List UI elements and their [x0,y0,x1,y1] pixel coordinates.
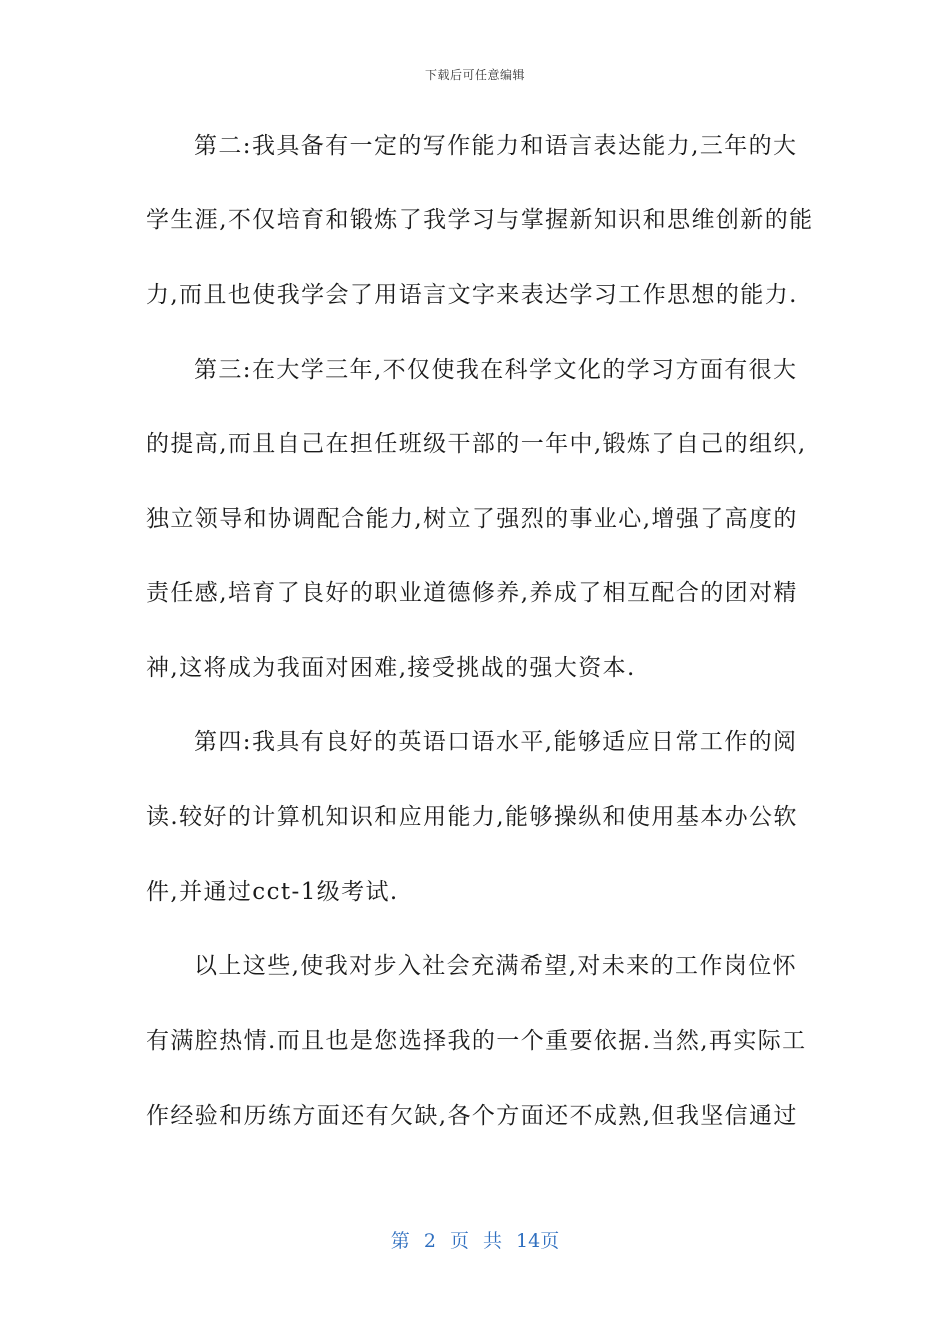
text-line: 神,这将成为我面对困难,接受挑战的强大资本. [146,655,636,681]
text-line: 第二:我具备有一定的写作能力和语言表达能力,三年的大 [194,133,798,159]
text-line: 作经验和历练方面还有欠缺,各个方面还不成熟,但我坚信通过 [146,1103,798,1129]
text-line: 独立领导和协调配合能力,树立了强烈的事业心,增强了高度的 [146,506,798,532]
text-line: 有满腔热情.而且也是您选择我的一个重要依据.当然,再实际工 [146,1028,807,1054]
text-line: 第四:我具有良好的英语口语水平,能够适应日常工作的阅 [194,729,798,755]
page-header-note: 下载后可任意编辑 [424,68,525,82]
text-line: 以上这些,使我对步入社会充满希望,对未来的工作岗位怀 [194,953,798,979]
text-line: 件,并通过cct-1级考试. [146,879,399,905]
text-line: 学生涯,不仅培育和锻炼了我学习与掌握新知识和思维创新的能 [146,207,814,233]
text-line: 责任感,培育了良好的职业道德修养,养成了相互配合的团对精 [146,580,798,606]
text-line: 读.较好的计算机知识和应用能力,能够操纵和使用基本办公软 [146,804,798,830]
text-line: 的提高,而且自己在担任班级干部的一年中,锻炼了自己的组织, [146,431,807,457]
page-number-footer: 第 2 页 共 14页 [390,1230,560,1252]
text-line: 第三:在大学三年,不仅使我在科学文化的学习方面有很大 [194,357,798,383]
text-line: 力,而且也使我学会了用语言文字来表达学习工作思想的能力. [146,282,798,308]
